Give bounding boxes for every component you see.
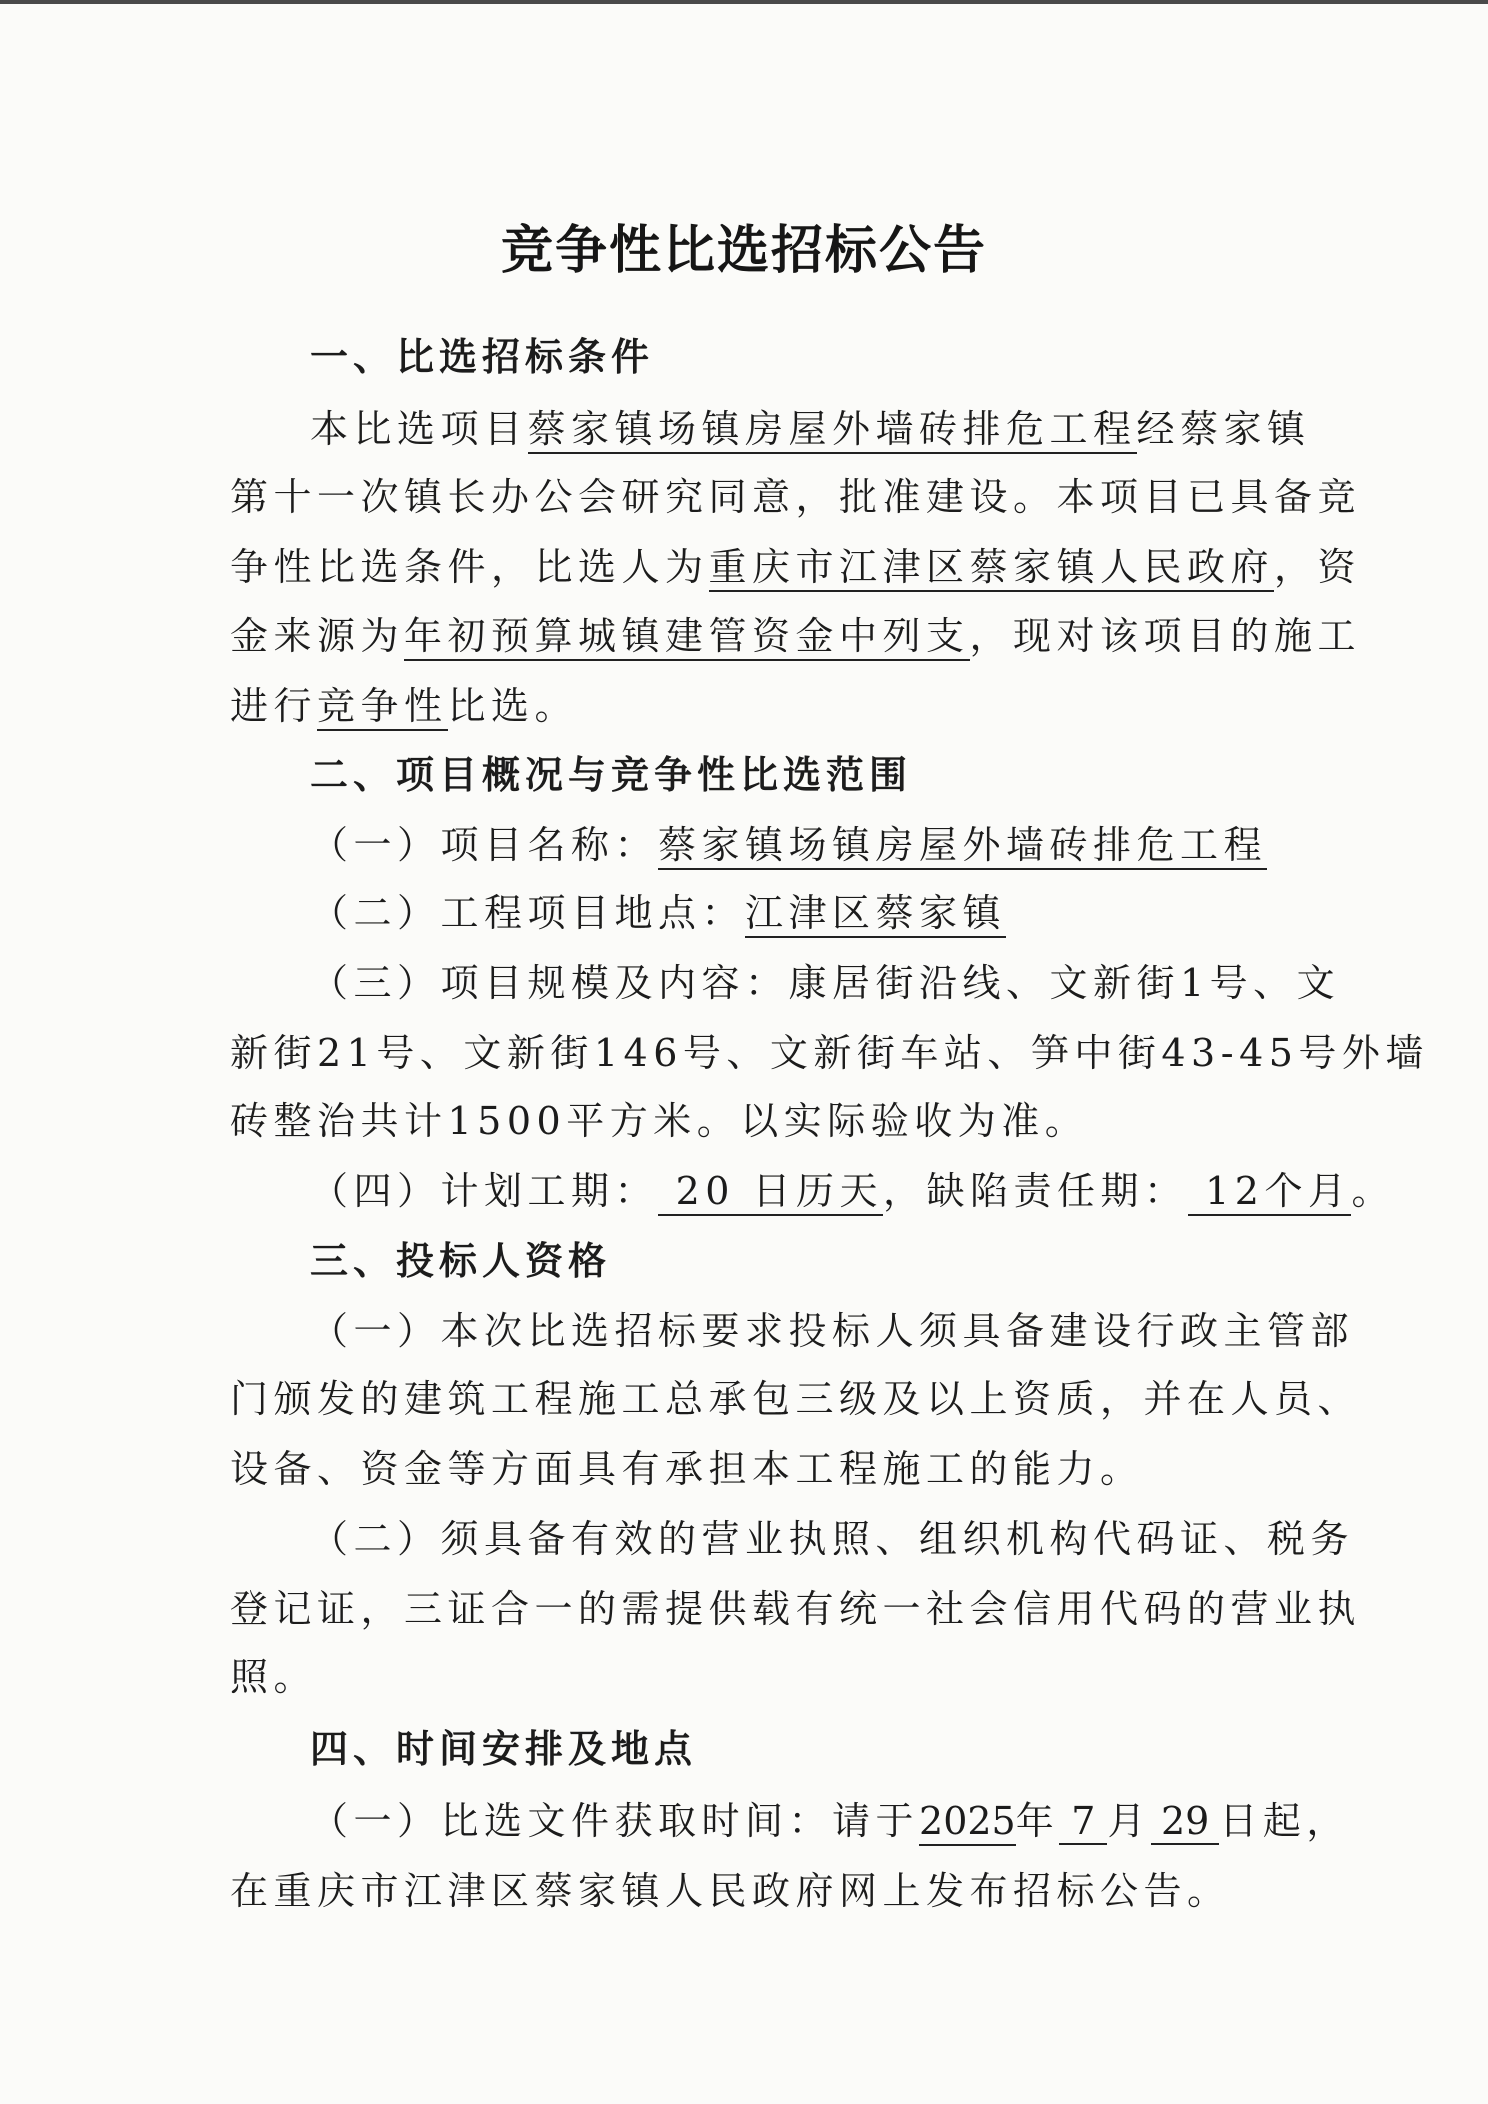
text: 进行 — [230, 684, 318, 728]
section3-item1-line2: 门颁发的建筑工程施工总承包三级及以上资质，并在人员、 — [230, 1377, 1362, 1421]
section3-item2-line1: （二）须具备有效的营业执照、组织机构代码证、税务 — [310, 1517, 1355, 1561]
fund-source-underlined: 年初预算城镇建管资金中列支 — [404, 614, 970, 661]
document-title: 竞争性比选招标公告 — [500, 221, 987, 281]
scan-top-edge — [0, 0, 1488, 4]
label: （二）工程项目地点： — [310, 891, 746, 935]
section3-heading: 三、投标人资格 — [310, 1239, 612, 1283]
section2-item2 — [310, 880, 1264, 946]
section1-heading: 一、比选招标条件 — [310, 335, 655, 379]
day-value: 29 — [1151, 1799, 1219, 1845]
text: ，资 — [1274, 545, 1362, 589]
section4-heading: 四、时间安排及地点 — [310, 1727, 698, 1771]
section1-paragraph-line4 — [230, 603, 1362, 669]
section1-paragraph-line1 — [310, 396, 1311, 462]
duration-value: 20 日历天 — [658, 1169, 883, 1216]
label: （一）项目名称： — [310, 823, 659, 867]
text: 争性比选条件，比选人为 — [230, 545, 709, 589]
text: 月 — [1107, 1799, 1151, 1843]
method-underlined: 竞争性 — [317, 684, 448, 731]
tenderer-underlined: 重庆市江津区蔡家镇人民政府 — [709, 545, 1275, 592]
location-value: 江津区蔡家镇 — [745, 891, 1006, 938]
text: 。 — [1351, 1169, 1395, 1213]
text: 比选。 — [447, 684, 579, 728]
year-value: 2025 — [919, 1799, 1016, 1846]
section3-item2-line3: 照。 — [230, 1655, 318, 1699]
text: 日起， — [1219, 1799, 1350, 1843]
text: （一）比选文件获取时间：请于 — [310, 1799, 920, 1843]
text: ，现对该项目的施工 — [969, 614, 1362, 658]
section3-item2-line2: 登记证，三证合一的需提供载有统一社会信用代码的营业执 — [230, 1587, 1362, 1631]
section1-paragraph-line3 — [230, 534, 1362, 600]
section4-item1-line1 — [310, 1788, 1350, 1854]
section2-heading: 二、项目概况与竞争性比选范围 — [310, 753, 913, 797]
section2-item4 — [310, 1158, 1395, 1224]
project-name-value: 蔡家镇场镇房屋外墙砖排危工程 — [658, 823, 1267, 870]
text: 经蔡家镇 — [1136, 407, 1311, 451]
section2-item3-line1: （三）项目规模及内容：康居街沿线、文新街1号、文 — [310, 961, 1341, 1005]
section3-item1-line1: （一）本次比选招标要求投标人须具备建设行政主管部 — [310, 1309, 1355, 1353]
month-value: 7 — [1059, 1799, 1107, 1845]
section1-paragraph-line2: 第十一次镇长办公会研究同意，批准建设。本项目已具备竞 — [230, 475, 1362, 519]
section3-item1-line3: 设备、资金等方面具有承担本工程施工的能力。 — [230, 1447, 1144, 1491]
project-name-underlined: 蔡家镇场镇房屋外墙砖排危工程 — [528, 407, 1137, 454]
label: （四）计划工期： — [310, 1169, 659, 1213]
section2-item3-line2: 新街21号、文新街146号、文新街车站、笋中街43-45号外墙 — [230, 1031, 1429, 1075]
text: ，缺陷责任期： — [883, 1169, 1188, 1213]
section2-item3-line3: 砖整治共计1500平方米。以实际验收为准。 — [230, 1099, 1089, 1143]
section4-item1-line2: 在重庆市江津区蔡家镇人民政府网上发布招标公告。 — [230, 1869, 1231, 1913]
warranty-value: 12个月 — [1188, 1169, 1352, 1216]
text: 本比选项目 — [310, 407, 528, 451]
section2-item1 — [310, 812, 1268, 878]
text: 年 — [1015, 1799, 1060, 1843]
section1-paragraph-line5 — [230, 673, 1264, 739]
text: 金来源为 — [230, 614, 405, 658]
